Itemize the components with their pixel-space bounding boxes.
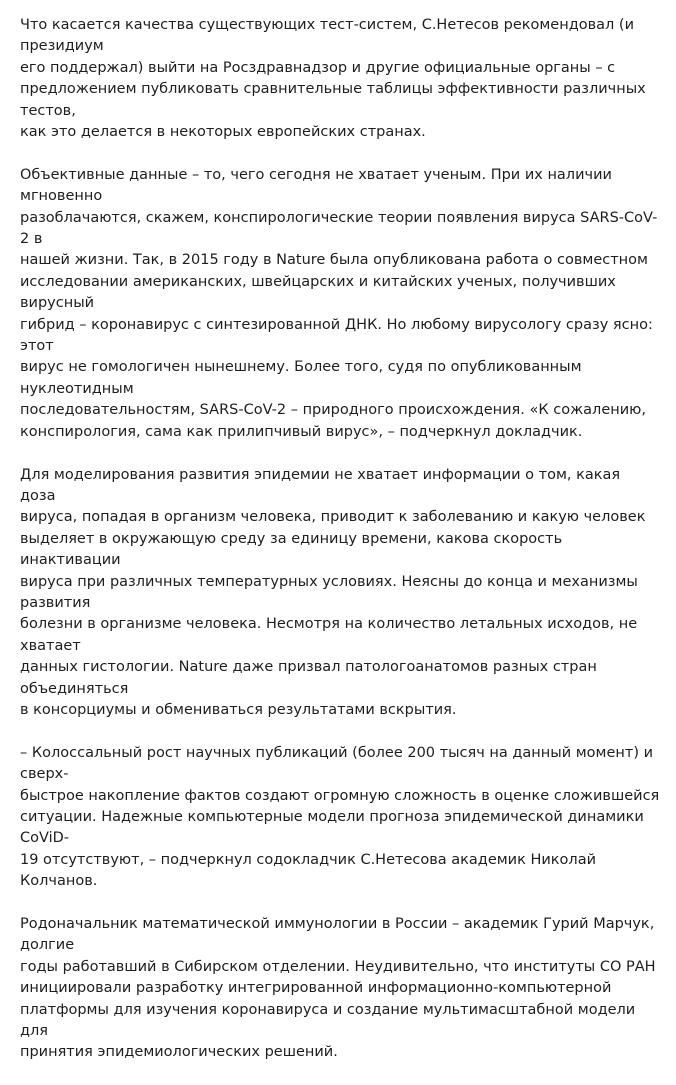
article-body	[20, 15, 660, 1085]
paragraph-mathematical-immunology: Родоначальник математической иммунологии в России – академик Гурий Марчук, долгие годы работавший в Сибирском отделении. Неудивительно, что институты СО РАН инициировали разработку интегрированной информационно-компьютерной платформы для изучения коронавируса и создание мультимасштабной модели для принятия эпидемиологических решений.	[20, 916, 656, 1061]
paragraph-epidemic-modeling: Для моделирования развития эпидемии не хватает информации о том, какая доза вируса, попадая в организм человека, приводит к заболеванию и какую человек выделяет в окружающую среду за единицу времени, какова скорость инактивации вируса при различных температурных условиях. Неясны до конца и механизмы развития болезни в организме человека. Несмотря на количество летальных исходов, не хватает данных гистологии. Nature даже призвал патологоанатомов разных стран объединяться в консорциумы и обмениваться результатами вскрытия.	[20, 466, 646, 718]
paragraph-objective-data: Объективные данные – то, чего сегодня не хватает ученым. При их наличии мгновенно разоблачаются, скажем, конспирологические теории появления вируса SARS-CoV-2 в нашей жизни. Так, в 2015 году в Nature была опубликована работа о совместном исследовании американских, швейцарских и китайских ученых, получивших вирусный гибрид – коронавирус с синтезированной ДНК. Но любому вирусологу сразу ясно: этот вирус не гомологичен нынешнему. Более того, судя по опубликованным нуклеотидным последовательностям, SARS-CoV-2 – природного происхождения. «К сожалению, конспирология, сама как прилипчивый вирус», – подчеркнул докладчик.	[20, 166, 658, 440]
paragraph-test-systems: Что касается качества существующих тест-систем, С.Нетесов рекомендовал (и президиум его поддержал) выйти на Росздравнадзор и другие официальные органы – с предложением публиковать сравнительные таблицы эффективности различных тестов, как это делается в некоторых европейских странах.	[20, 17, 646, 141]
paragraph-publication-growth: – Колоссальный рост научных публикаций (более 200 тысяч на данный момент) и сверх- быстрое накопление фактов создают огромную сложность в оценке сложившейся ситуации. Надежные компьютерные модели прогноза эпидемической динамики CoViD- 19 отсутствуют, – подчеркнул содокладчик С.Нетесова академик Николай Колчанов.	[20, 744, 660, 890]
